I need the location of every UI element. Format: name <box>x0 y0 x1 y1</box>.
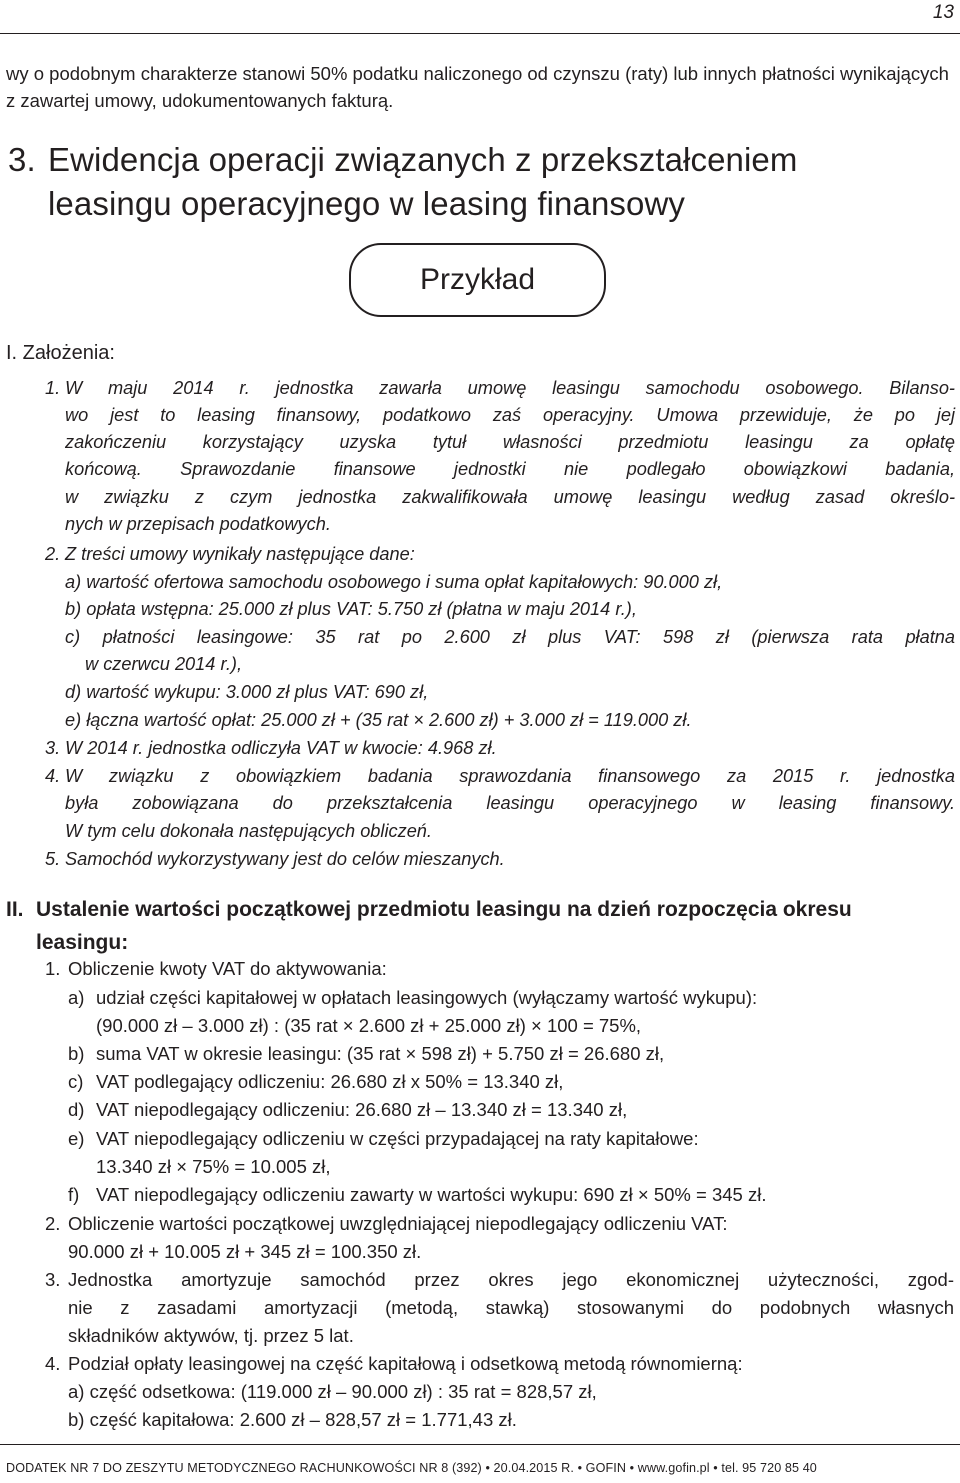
assumption-2-text: Z treści umowy wynikały następujące dane: <box>65 544 415 564</box>
assumption-2-c: c) płatności leasingowe: 35 rat po 2.600 zł plus VAT: 598 zł (pierwsza rata płatna <box>65 627 955 647</box>
section-title-line-1: Ewidencja operacji związanych z przekształceniem <box>48 141 798 178</box>
calc-1-c-label: c) <box>68 1071 84 1092</box>
item-number: 2. <box>45 544 61 564</box>
calc-3-line: Jednostka amortyzuje samochód przez okres jego ekonomicznej użyteczności, zgod- <box>68 1269 954 1290</box>
calc-1-d: VAT niepodlegający odliczeniu: 26.680 zł – 13.340 zł = 13.340 zł, <box>96 1099 628 1120</box>
assumption-1-line: W maju 2014 r. jednostka zawarła umowę leasingu samochodu osobowego. Bilanso- <box>65 378 955 398</box>
calc-4-text: Podział opłaty leasingowej na część kapitałową i odsetkową metodą równomierną: <box>68 1353 743 1374</box>
item-number: 5. <box>45 849 61 869</box>
item-number: 1. <box>45 378 61 398</box>
assumption-2-a: a) wartość ofertowa samochodu osobowego i suma opłat kapitałowych: 90.000 zł, <box>65 572 723 592</box>
item-number: 4. <box>45 766 61 786</box>
example-badge: Przykład <box>349 243 606 317</box>
page-footer: DODATEK NR 7 DO ZESZYTU METODYCZNEGO RACHUNKOWOŚCI NR 8 (392) • 20.04.2015 R. • GOFIN • www.gofin.pl • tel. 95 720 85 40 <box>6 1461 817 1475</box>
assumption-1-line: wo jest to leasing finansowy, podatkowo zaś operacyjny. Umowa przewiduje, że po jej <box>65 405 955 425</box>
calc-1-e-cont: 13.340 zł × 75% = 10.005 zł, <box>96 1156 331 1177</box>
assumption-2-b: b) opłata wstępna: 25.000 zł plus VAT: 5.750 zł (płatna w maju 2014 r.), <box>65 599 637 619</box>
calc-3-line: nie z zasadami amortyzacji (metodą, stawką) stosowanymi do podobnych własnych <box>68 1297 954 1318</box>
assumption-4-line: W tym celu dokonała następujących obliczeń. <box>65 821 432 841</box>
assumption-5-text: Samochód wykorzystywany jest do celów mieszanych. <box>65 849 505 869</box>
item-number: 4. <box>45 1353 61 1374</box>
assumption-4-line: była zobowiązana do przekształcenia leasingu operacyjnego w leasing finansowy. <box>65 793 955 813</box>
section-number: 3. <box>8 141 36 178</box>
calc-1-f: VAT niepodlegający odliczeniu zawarty w wartości wykupu: 690 zł × 50% = 345 zł. <box>96 1184 767 1205</box>
calc-1-a: udział części kapitałowej w opłatach leasingowych (wyłączamy wartość wykupu): <box>96 987 758 1008</box>
item-number: 1. <box>45 958 61 979</box>
assumption-2-d: d) wartość wykupu: 3.000 zł plus VAT: 690 zł, <box>65 682 429 702</box>
footer-rule <box>0 1444 960 1445</box>
assumption-1-line: w związku z czym jednostka zakwalifikowała umowę leasingu według zasad określo- <box>65 487 955 507</box>
assumption-1-line: końcową. Sprawozdanie finansowe jednostki nie podlegało obowiązkowi badania, <box>65 459 955 479</box>
assumption-2-e: e) łączna wartość opłat: 25.000 zł + (35 rat × 2.600 zł) + 3.000 zł = 119.000 zł. <box>65 710 692 730</box>
calc-1-e: VAT niepodlegający odliczeniu w części przypadającej na raty kapitałowe: <box>96 1128 699 1149</box>
calc-3-line: składników aktywów, tj. przez 5 lat. <box>68 1325 354 1346</box>
item-number: 3. <box>45 738 61 758</box>
calc-1-b: suma VAT w okresie leasingu: (35 rat × 598 zł) + 5.750 zł = 26.680 zł, <box>96 1043 665 1064</box>
section-title-line-2: leasingu operacyjnego w leasing finansowy <box>48 185 685 222</box>
assumption-1-line: nych w przepisach podatkowych. <box>65 514 331 534</box>
item-number: 2. <box>45 1213 61 1234</box>
calc-1-text: Obliczenie kwoty VAT do aktywowania: <box>68 958 387 979</box>
header-rule <box>0 33 960 34</box>
section-2-number: II. <box>6 898 24 921</box>
calc-4-a: a) część odsetkowa: (119.000 zł – 90.000 zł) : 35 rat = 828,57 zł, <box>68 1381 597 1402</box>
assumption-3-text: W 2014 r. jednostka odliczyła VAT w kwocie: 4.968 zł. <box>65 738 497 758</box>
assumptions-heading: I. Założenia: <box>6 342 115 364</box>
calc-1-a-label: a) <box>68 987 85 1008</box>
assumption-2-c-cont: w czerwcu 2014 r.), <box>85 654 242 674</box>
calc-1-f-label: f) <box>68 1184 80 1205</box>
calc-1-c: VAT podlegający odliczeniu: 26.680 zł x 50% = 13.340 zł, <box>96 1071 564 1092</box>
intro-paragraph: wy o podobnym charakterze stanowi 50% podatku naliczonego od czynszu (raty) lub innych płatności wynikających z zawartej umowy, udokumentowanych fakturą. <box>6 63 949 111</box>
assumption-1-line: zakończeniu korzystający uzyska tytuł własności przedmiotu leasingu za opłatę <box>65 432 955 452</box>
calc-1-e-label: e) <box>68 1128 85 1149</box>
calc-4-b: b) część kapitałowa: 2.600 zł – 828,57 zł = 1.771,43 zł. <box>68 1409 517 1430</box>
section-2-title: Ustalenie wartości początkowej przedmiotu leasingu na dzień rozpoczęcia okresu leasingu: <box>36 898 852 954</box>
page-number: 13 <box>932 2 954 23</box>
calc-2-line: Obliczenie wartości początkowej uwzględniającej niepodlegający odliczeniu VAT: <box>68 1213 728 1234</box>
assumption-4-line: W związku z obowiązkiem badania sprawozdania finansowego za 2015 r. jednostka <box>65 766 955 786</box>
calc-2-line: 90.000 zł + 10.005 zł + 345 zł = 100.350 zł. <box>68 1241 422 1262</box>
calc-1-b-label: b) <box>68 1043 85 1064</box>
calc-1-a-cont: (90.000 zł – 3.000 zł) : (35 rat × 2.600 zł + 25.000 zł) × 100 = 75%, <box>96 1015 642 1036</box>
calc-1-d-label: d) <box>68 1099 85 1120</box>
item-number: 3. <box>45 1269 61 1290</box>
